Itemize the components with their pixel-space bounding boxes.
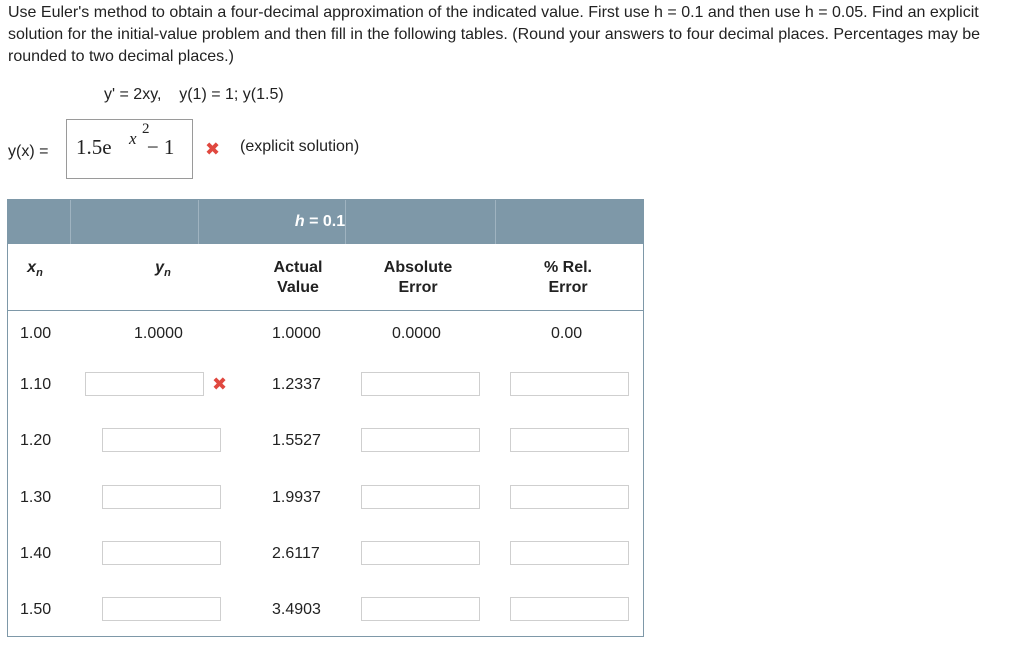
- header-divider: [198, 200, 199, 244]
- absolute-error-value: 0.0000: [392, 325, 441, 342]
- col-header-abs-line2: Error: [398, 279, 438, 296]
- yn-input[interactable]: [85, 372, 204, 396]
- explicit-solution-note: (explicit solution): [240, 138, 360, 155]
- x-mark-icon: ✖: [212, 374, 228, 394]
- actual-value: 1.5527: [272, 432, 321, 449]
- explicit-solution-label: y(x) =: [8, 143, 49, 160]
- xn-value: 1.20: [20, 432, 52, 449]
- relative-error-input[interactable]: [510, 428, 629, 452]
- relative-error-input[interactable]: [510, 541, 629, 565]
- expression-exponent: x: [129, 129, 137, 148]
- col-header-abs-line1: Absolute: [383, 259, 453, 276]
- table-header-band: [8, 200, 643, 244]
- col-header-rel-line1: % Rel.: [543, 259, 592, 276]
- differential-equation: y' = 2xy, y(1) = 1; y(1.5): [104, 86, 284, 103]
- absolute-error-input[interactable]: [361, 485, 480, 509]
- yn-input[interactable]: [102, 428, 221, 452]
- col-header-rel-line2: Error: [548, 279, 588, 296]
- col-header-actual-line1: Actual: [273, 259, 323, 276]
- yn-input[interactable]: [102, 485, 221, 509]
- explicit-solution-expression: [76, 121, 175, 160]
- yn-input[interactable]: [102, 541, 221, 565]
- actual-value: 2.6117: [272, 545, 320, 562]
- header-separator: [8, 310, 643, 311]
- absolute-error-input[interactable]: [361, 428, 480, 452]
- yn-value: 1.0000: [134, 325, 183, 342]
- relative-error-input[interactable]: [510, 372, 629, 396]
- relative-error-input[interactable]: [510, 597, 629, 621]
- absolute-error-input[interactable]: [361, 541, 480, 565]
- xn-value: 1.00: [20, 325, 52, 342]
- relative-error-value: 0.00: [551, 325, 583, 342]
- expression-coefficient: 1.5e: [76, 135, 112, 159]
- yn-input[interactable]: [102, 597, 221, 621]
- actual-value: 1.0000: [272, 325, 321, 342]
- problem-instructions: Use Euler's method to obtain a four-decimal approximation of the indicated value. First use h = 0.1 and then use h = 0.05. Find an explicit solution for the initial-value problem and then fill in the following tables. (Round your answers to four decimal places. Percentages may be rounded to two decimal places.): [8, 4, 981, 65]
- xn-value: 1.50: [20, 601, 52, 618]
- actual-value: 1.9937: [272, 489, 321, 506]
- col-header-actual: [248, 258, 348, 298]
- euler-table-h01: [7, 199, 644, 637]
- absolute-error-input[interactable]: [361, 372, 480, 396]
- xn-value: 1.40: [20, 545, 52, 562]
- absolute-error-input[interactable]: [361, 597, 480, 621]
- xn-value: 1.10: [20, 376, 52, 393]
- col-header-relative-error: [518, 258, 618, 298]
- col-header-actual-line2: Value: [277, 279, 319, 296]
- xn-value: 1.30: [20, 489, 52, 506]
- header-divider: [70, 200, 71, 244]
- col-header-xn: $x_n$: [27, 259, 43, 280]
- relative-error-input[interactable]: [510, 485, 629, 509]
- expression-exponent-power: 2: [142, 121, 150, 137]
- col-header-yn: $y_n$: [155, 259, 171, 280]
- header-divider: [495, 200, 496, 244]
- expression-tail: − 1: [141, 135, 175, 159]
- explicit-solution-input[interactable]: [66, 119, 193, 179]
- x-mark-icon: ✖: [205, 139, 221, 159]
- step-size-heading: h = 0.1: [294, 213, 346, 230]
- actual-value: 3.4903: [272, 601, 321, 618]
- actual-value: 1.2337: [272, 376, 321, 393]
- col-header-absolute-error: [358, 258, 478, 298]
